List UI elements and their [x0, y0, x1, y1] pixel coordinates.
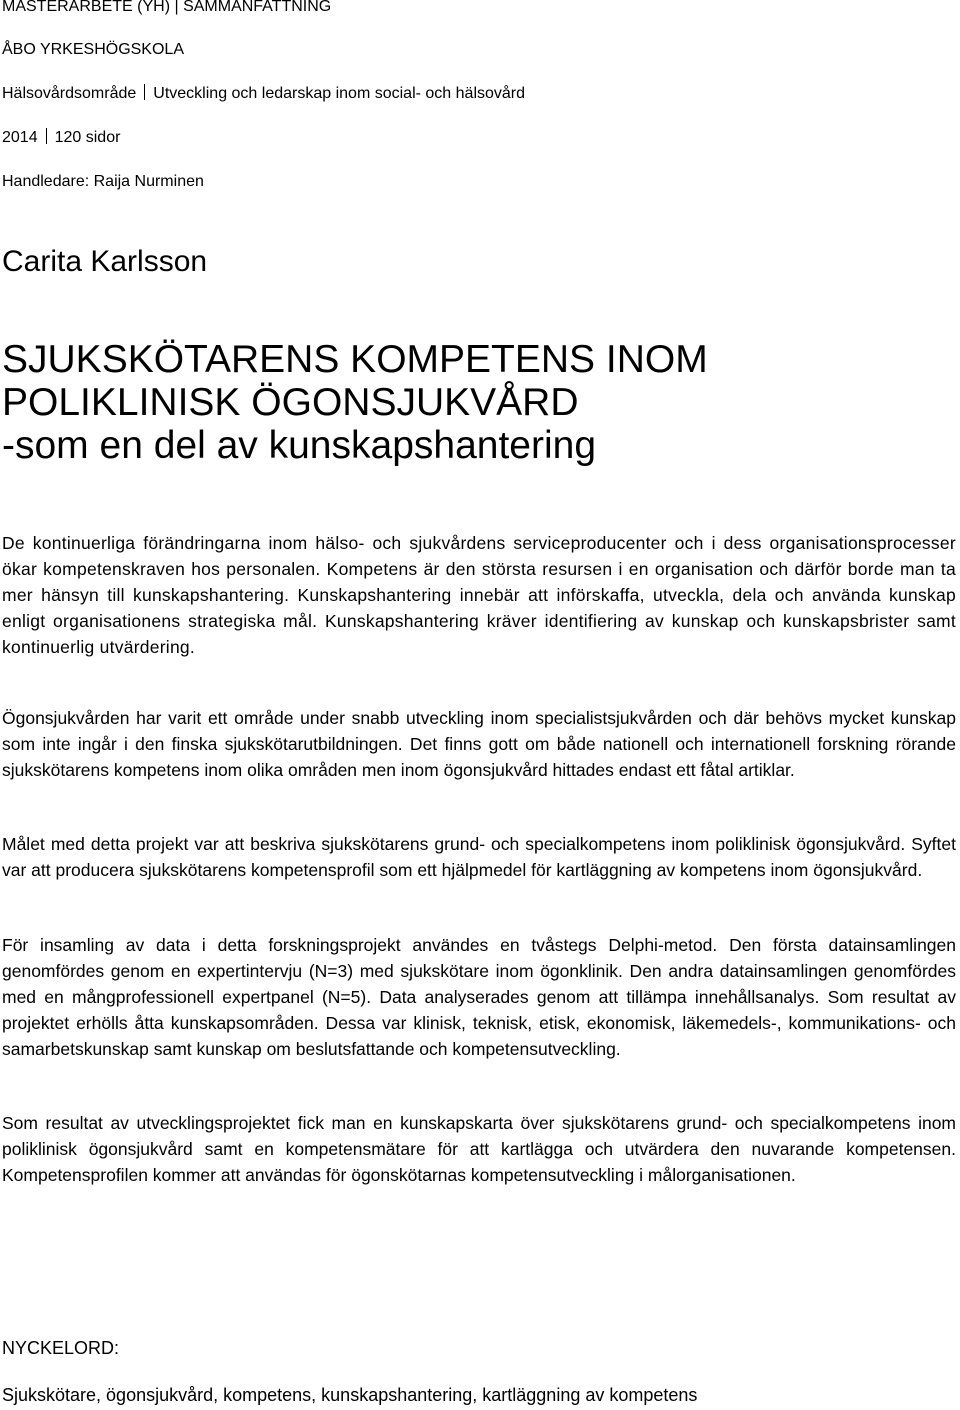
- separator: [46, 128, 47, 144]
- title-line-1: SJUKSKÖTARENS KOMPETENS INOM: [2, 338, 708, 381]
- title-line-2: POLIKLINISK ÖGONSJUKVÅRD: [2, 381, 579, 424]
- abstract-paragraph-1: De kontinuerliga förändringarna inom hälso- och sjukvårdens serviceproducenter och i dess organisationsprocesser ökar kompetenskraven hos personalen. Kompetens är den största resursen i en organisation och därför borde man ta mer hänsyn till kunskapshantering. Kunskapshantering innebär att införskaffa, utveckla, dela och använda kunskap enligt organisationens strategiska mål. Kunskapshantering kräver identifiering av kunskap och kunskapsbrister samt kontinuerlig utvärdering.: [2, 533, 956, 657]
- page-count: 120 sidor: [54, 129, 121, 146]
- year-pages-line: [2, 128, 120, 148]
- keywords-label: NYCKELORD:: [2, 1338, 120, 1358]
- field: Hälsovårdsområde: [2, 85, 137, 102]
- abstract-paragraph-2: Ögonsjukvården har varit ett område under snabb utveckling inom specialistsjukvården och där behövs mycket kunskap som inte ingår i den finska sjukskötarutbildningen. Det finns gott om både nationell och internationell forskning rörande sjukskötarens kompetens inom olika områden men inom ögonsjukvård hittades endast ett fåtal artiklar.: [2, 708, 956, 780]
- year: 2014: [2, 129, 38, 146]
- supervisor: Handledare: Raija Nurminen: [2, 173, 204, 190]
- thesis-title: [2, 338, 708, 467]
- title-line-3: -som en del av kunskapshantering: [2, 424, 597, 467]
- abstract-paragraph-5: Som resultat av utvecklingsprojektet fick man en kunskapskarta över sjukskötarens grund- och specialkompetens inom poliklinisk ögonsjukvård samt en kompetensmätare för att kartlägga och utvärdera den nuvarande kompetensen. Kompetensprofilen kommer att användas för ögonskötarnas kompetensutveckling i målorganisationen.: [2, 1113, 956, 1185]
- abstract-paragraph-4: För insamling av data i detta forskningsprojekt användes en tvåstegs Delphi-metod. Den första datainsamlingen genomfördes genom en expertintervju (N=3) med sjukskötare inom ögonklinik. Den andra datainsamlingen genomfördes med en mångprofessionell expertpanel (N=5). Data analyserades genom att tillämpa innehållsanalys. Som resultat av projektet erhölls åtta kunskapsområden. Dessa var klinisk, teknisk, etisk, ekonomisk, läkemedels-, kommunikations- och samarbetskunskap samt kunskap om beslutsfattande och kompetensutveckling.: [2, 935, 956, 1059]
- thesis-type: MASTERARBETE (YH) | SAMMANFATTNING: [2, 0, 332, 15]
- keywords-list: Sjukskötare, ögonsjukvård, kompetens, kunskapshantering, kartläggning av kompetens: [2, 1385, 698, 1405]
- institution: ÅBO YRKESHÖGSKOLA: [2, 41, 184, 58]
- program: Utveckling och ledarskap inom social- och hälsovård: [153, 85, 526, 102]
- field-program-line: [2, 84, 525, 104]
- abstract-paragraph-3: Målet med detta projekt var att beskriva sjukskötarens grund- och specialkompetens inom poliklinisk ögonsjukvård. Syftet var att producera sjukskötarens kompetensprofil som ett hjälpmedel för kartläggning av kompetens inom ögonsjukvård.: [2, 834, 956, 880]
- author-name: Carita Karlsson: [2, 245, 208, 278]
- separator: [144, 84, 145, 100]
